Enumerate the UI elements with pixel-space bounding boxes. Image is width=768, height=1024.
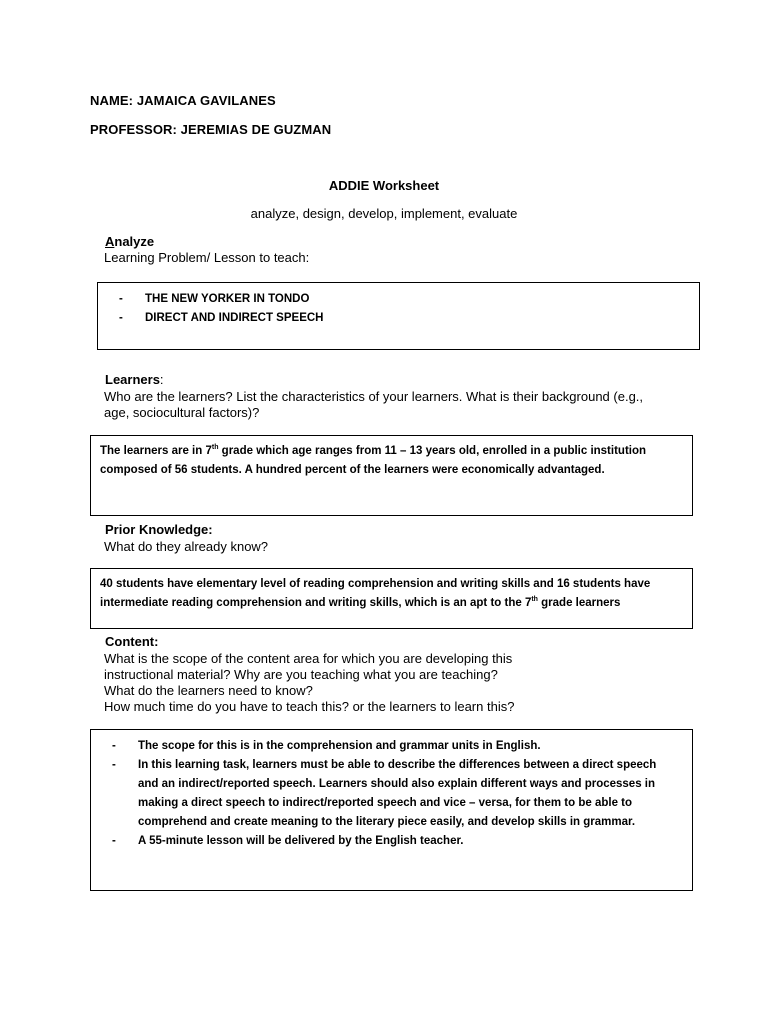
worksheet-title: ADDIE Worksheet: [328, 178, 440, 193]
prior-knowledge-prompt: What do they already know?: [104, 539, 269, 554]
analyze-answer-box: [97, 282, 700, 350]
analyze-heading-rest: nalyze: [114, 234, 155, 249]
list-item: - DIRECT AND INDIRECT SPEECH: [119, 312, 324, 324]
list-item: - In this learning task, learners must be able to describe the differences between a direct speech and an indirect/reported speech. Learners should also explain different ways and processes in making a direct speech to indirect/reported speech and vice – versa, for them to be able to comprehend and create meaning to the literary piece easily, and develop skills in grammar.: [112, 759, 657, 828]
learners-heading: Learners:: [105, 372, 164, 387]
analyze-prompt: Learning Problem/ Lesson to teach:: [104, 250, 310, 265]
learners-prompt: Who are the learners? List the characteristics of your learners. What is their background (e.g., age, sociocultural factors)?: [104, 389, 644, 420]
worksheet-subtitle: analyze, design, develop, implement, evaluate: [250, 206, 518, 221]
content-prompt: What is the scope of the content area for which you are developing this instructional material? Why are you teaching what you are teaching? What do the learners need to know? How much time do you have to teach this? or the learners to learn this?: [104, 651, 515, 714]
professor-name: PROFESSOR: JEREMIAS DE GUZMAN: [90, 122, 332, 137]
analyze-heading-initial: A: [105, 234, 115, 249]
learners-answer-box: The learners are in 7th grade which age ranges from 11 – 13 years old, enrolled in a public institution composed of 56 students. A hundred percent of the learners were economically advantaged.: [90, 435, 693, 516]
list-item: - A 55-minute lesson will be delivered by the English teacher.: [112, 835, 464, 847]
prior-knowledge-heading: Prior Knowledge:: [105, 522, 213, 537]
list-item: - The scope for this is in the comprehension and grammar units in English.: [112, 740, 541, 752]
list-item: - THE NEW YORKER IN TONDO: [119, 293, 310, 305]
content-heading: Content:: [105, 634, 159, 649]
prior-knowledge-answer-box: 40 students have elementary level of reading comprehension and writing skills and 16 students have intermediate reading comprehension and writing skills, which is an apt to the 7th grade learners: [90, 568, 693, 629]
student-name: NAME: JAMAICA GAVILANES: [90, 93, 276, 108]
analyze-heading: [105, 234, 154, 249]
content-answer-box: [90, 729, 693, 891]
